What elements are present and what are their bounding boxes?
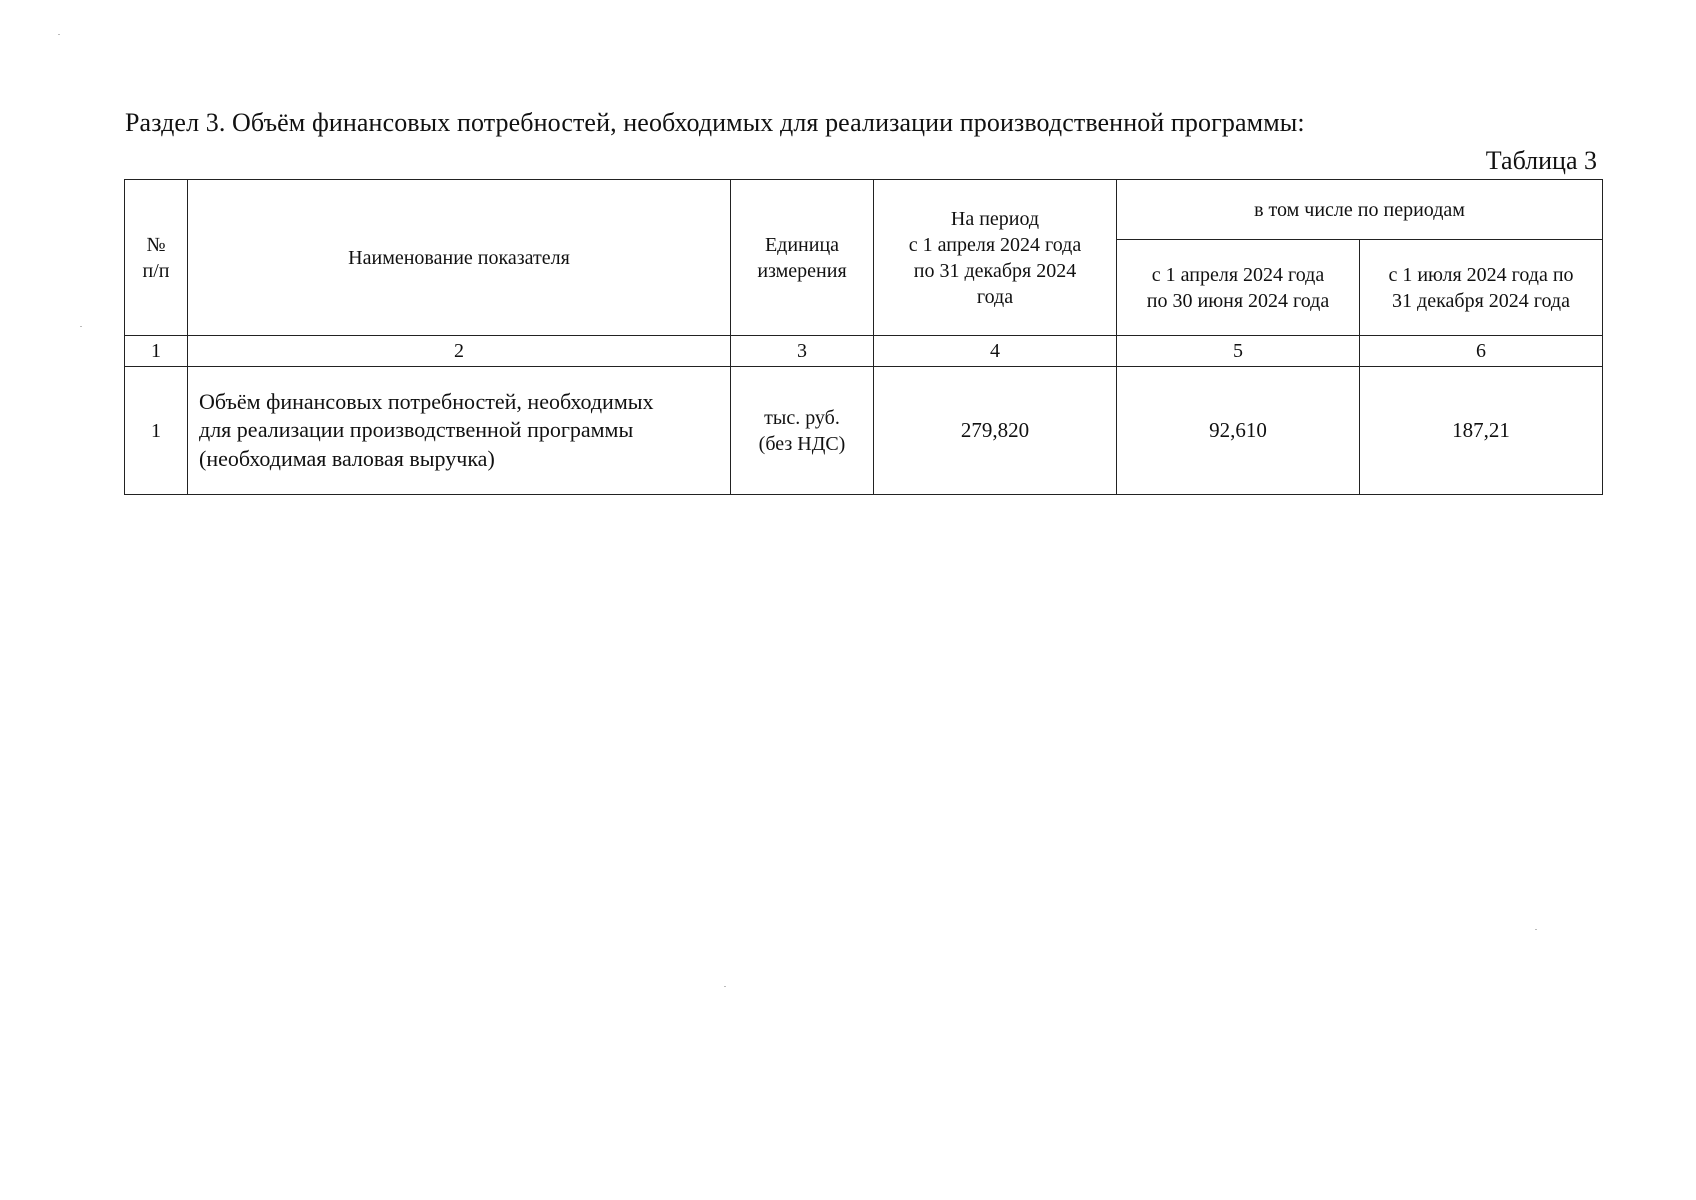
column-number: 4 (874, 336, 1117, 367)
column-number: 6 (1360, 336, 1603, 367)
column-numbers-row (125, 336, 1603, 367)
column-number: 5 (1117, 336, 1360, 367)
header-num: № п/п (125, 180, 188, 336)
row-value-period-total: 279,820 (874, 367, 1117, 495)
header-name: Наименование показателя (188, 180, 731, 336)
header-period-2: с 1 июля 2024 года по 31 декабря 2024 года (1360, 240, 1603, 336)
column-number: 2 (188, 336, 731, 367)
row-value-period-2: 187,21 (1360, 367, 1603, 495)
header-period-group: в том числе по периодам (1117, 180, 1603, 240)
scan-speck (724, 986, 726, 987)
table-row (125, 367, 1603, 495)
table-label: Таблица 3 (1485, 146, 1597, 175)
header-unit: Единица измерения (731, 180, 874, 336)
row-indicator-name: Объём финансовых потребностей, необходимых для реализации производственной программы (необходимая валовая выручка) (188, 367, 731, 495)
scan-speck (80, 326, 82, 327)
header-period-total: На период с 1 апреля 2024 года по 31 декабря 2024 года (874, 180, 1117, 336)
financial-needs-table (124, 179, 1603, 495)
scan-speck (58, 34, 60, 35)
section-title: Раздел 3. Объём финансовых потребностей, необходимых для реализации производственной программы: (125, 108, 1305, 137)
row-value-period-1: 92,610 (1117, 367, 1360, 495)
column-number: 3 (731, 336, 874, 367)
scan-speck (1535, 929, 1537, 930)
table-header-row (125, 180, 1603, 240)
header-period-1: с 1 апреля 2024 года по 30 июня 2024 года (1117, 240, 1360, 336)
row-num: 1 (125, 367, 188, 495)
row-unit: тыс. руб. (без НДС) (731, 367, 874, 495)
column-number: 1 (125, 336, 188, 367)
